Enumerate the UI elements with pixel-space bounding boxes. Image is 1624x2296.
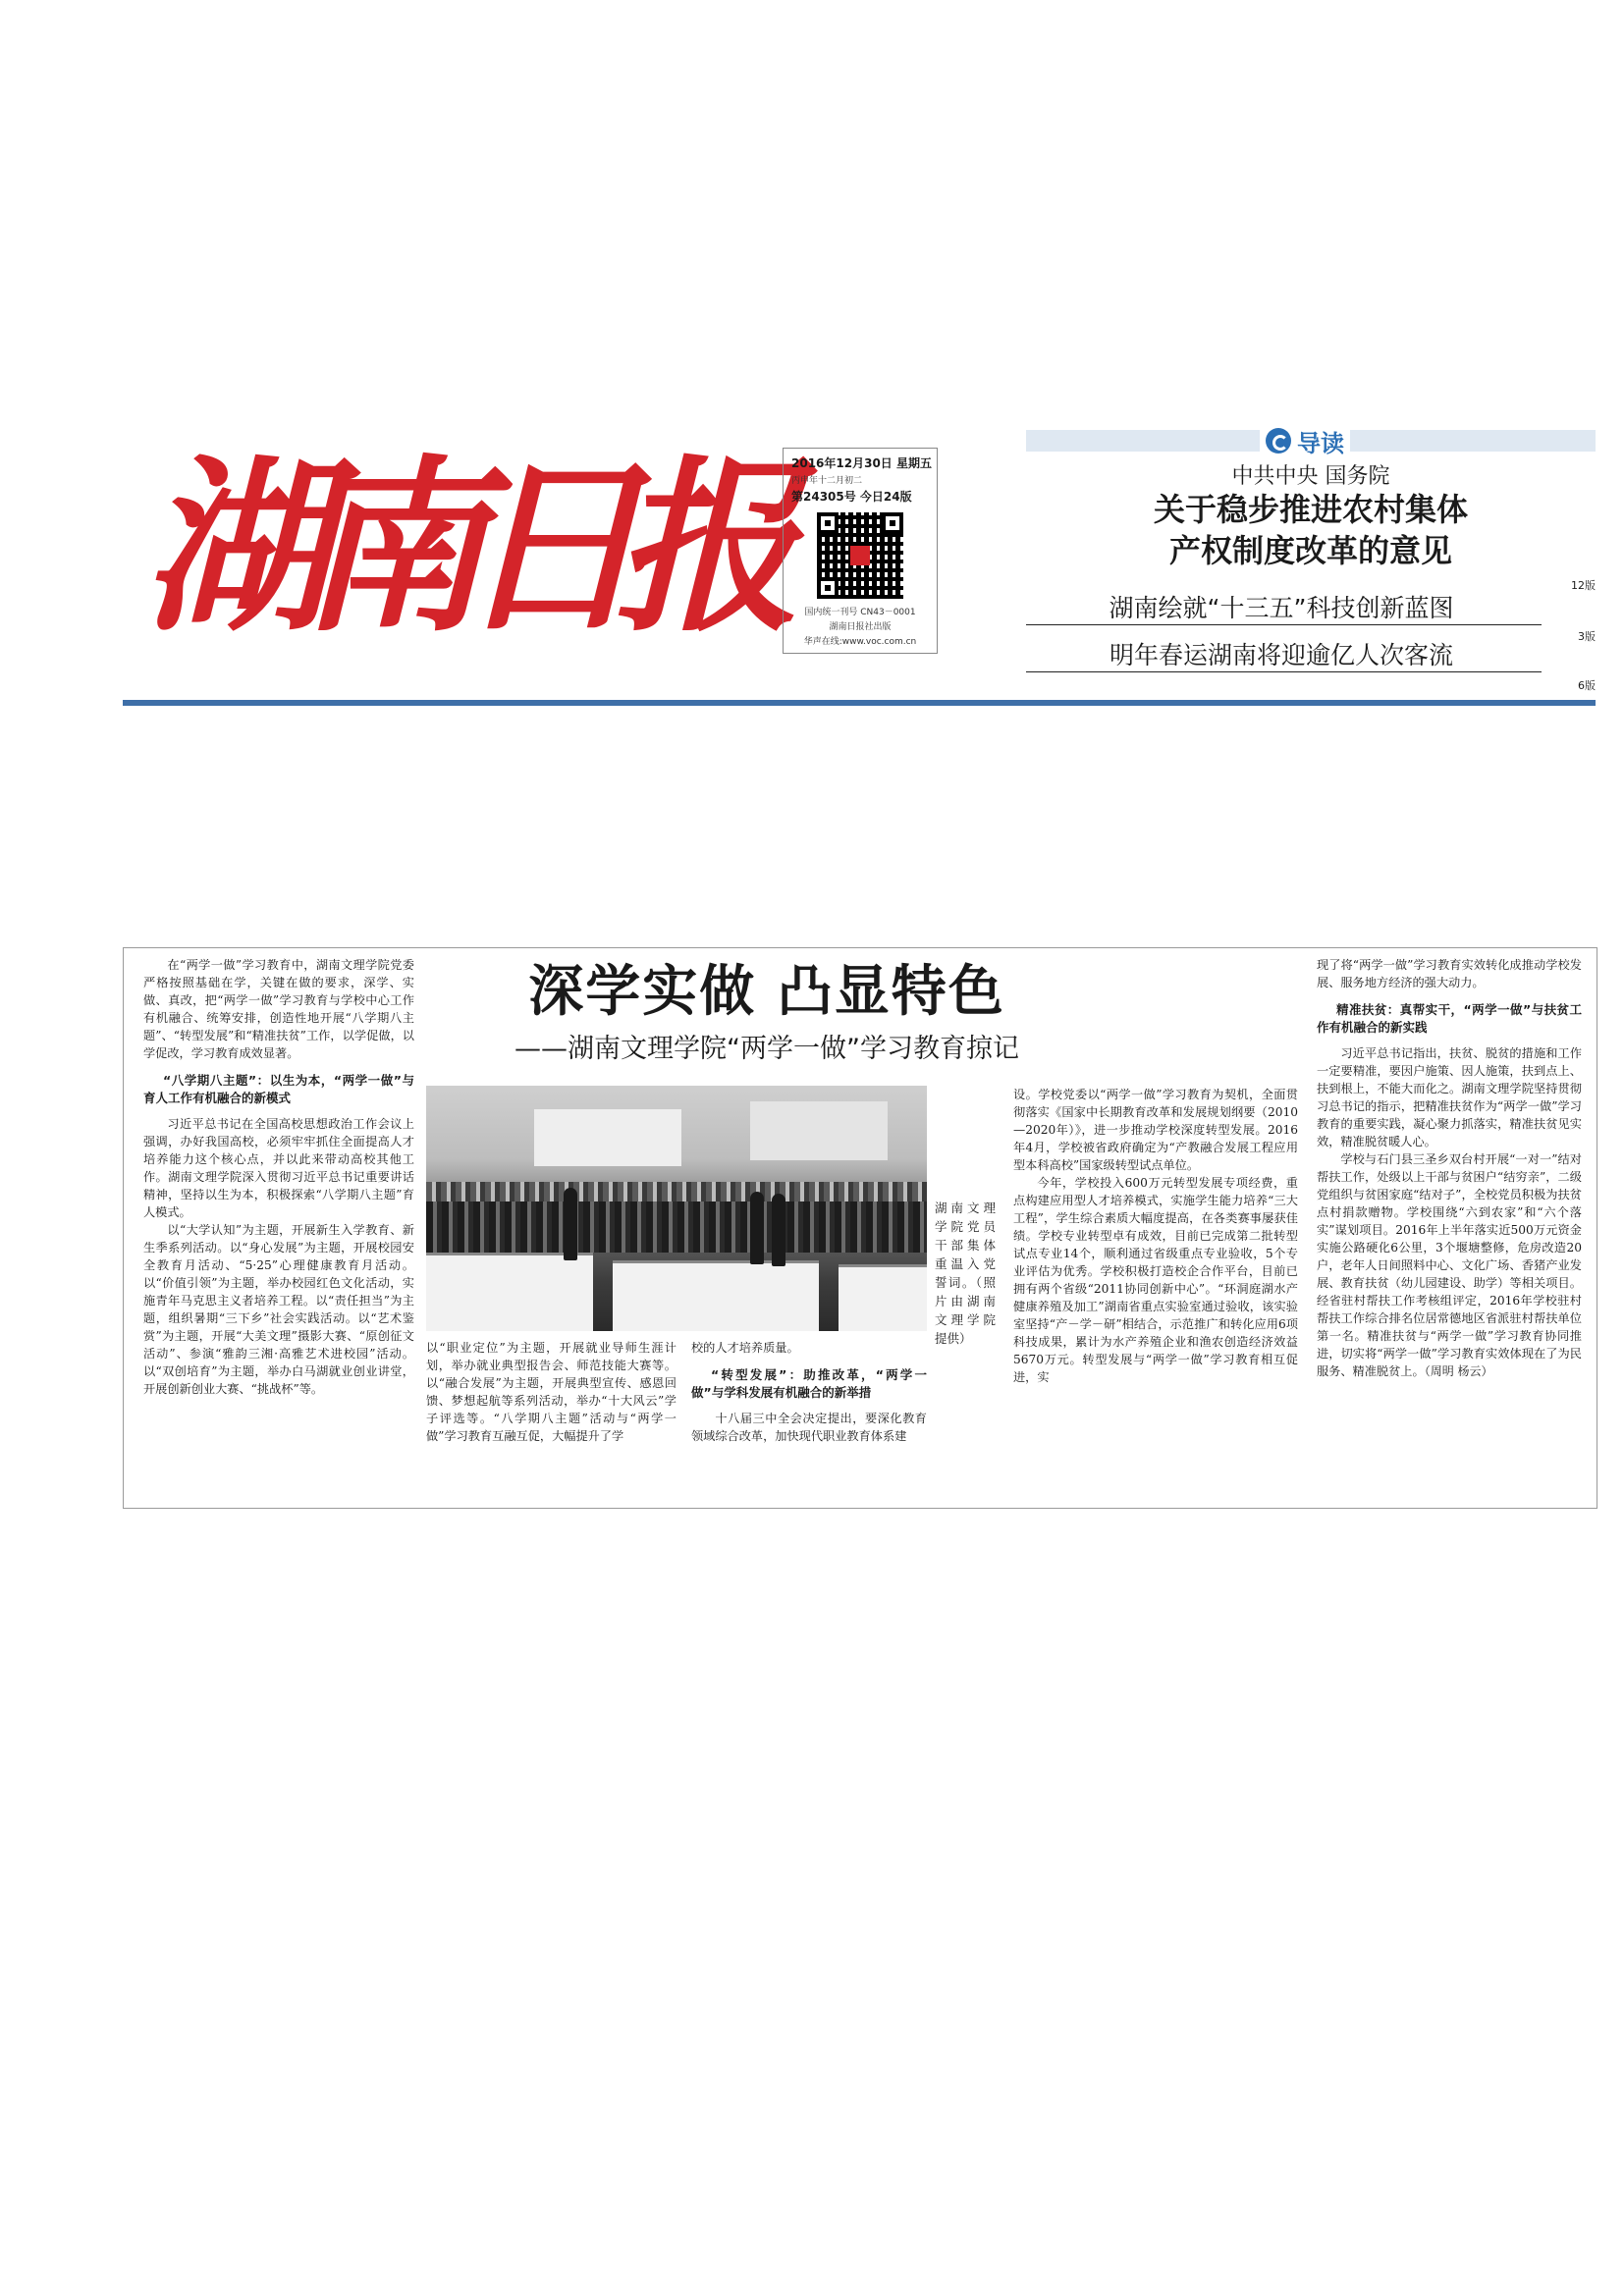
photo-desk: [426, 1253, 593, 1331]
guide-title: 导读: [1297, 429, 1344, 457]
section-heading-1: “八学期八主题”：以生为本，“两学一做”与育人工作有机融合的新模式: [143, 1073, 414, 1105]
paragraph: [1317, 1150, 1582, 1380]
subheadline: ——湖南文理学院“两学一做”学习教育掠记: [514, 1034, 1019, 1064]
masthead-char-4: 报: [614, 438, 801, 657]
guide-header: [1260, 426, 1350, 455]
article-intro: 在“两学一做”学习教育中，湖南文理学院党委严格按照基础在学，关键在做的要求，深学、实做、真改，把“两学一做”学习教育与学校中心工作有机融合、统筹安排，创造性地开展“八学期八主题”、“转型发展”和“精准扶贫”工作，以学促做，以学促改，学习教育成效显著。: [143, 958, 414, 1060]
paragraph: 现了将“两学一做”学习教育实效转化成推动学校发展、服务地方经济的强大动力。: [1317, 958, 1582, 989]
paragraph: 习近平总书记指出，扶贫、脱贫的措施和工作一定要精准，要因户施策、因人施策，扶到点上、扶到根上，不能大而化之。湖南文理学院坚持贯彻习总书记的指示，把精准扶贫作为“两学一做”学习教育的重要实践，凝心聚力抓落实，精准扶贫见实效，精准脱贫暖人心。: [1317, 1046, 1582, 1148]
article-column-4: [1013, 1086, 1298, 1498]
guide-item-2-page: 6版: [1578, 679, 1596, 692]
guide-panel: [1026, 430, 1596, 695]
cn-number: 国内统一刊号 CN43－0001: [804, 608, 916, 617]
guide-item-1[interactable]: 湖南绘就“十三五”科技创新蓝图: [1109, 594, 1454, 622]
guide-lead-line2: 产权制度改革的意见: [1168, 532, 1452, 569]
qr-code-icon[interactable]: [817, 512, 903, 599]
photo-figure: [772, 1194, 785, 1266]
paragraph: 设。学校党委以“两学一做”学习教育为契机，全面贯彻落实《国家中长期教育改革和发展规划纲要（2010—2020年）》，进一步推动学校深度转型发展。2016年4月，学校被省政府确定为“产教融合发展工程应用型本科高校”国家级转型试点单位。: [1013, 1088, 1298, 1172]
photo-caption: 湖南文理学院党员干部集体重温入党誓词。（照片由湖南文理学院提供）: [935, 1201, 996, 1346]
issue-number: 第24305号 今日24版: [791, 490, 912, 504]
website[interactable]: 华声在线:www.voc.com.cn: [803, 637, 917, 647]
section-heading-2: “转型发展”：助推改革，“两学一做”与学科发展有机融合的新举措: [691, 1367, 927, 1400]
headline: 深学实做 凸显特色: [528, 960, 1005, 1024]
guide-divider: [1026, 624, 1542, 625]
paragraph-text: 学校与石门县三圣乡双台村开展“一对一”结对帮扶工作，处级以上干部与贫困户“结穷亲”，二级党组织与贫困家庭“结对子”，全校党员积极为扶贫点村捐款赠物。学校围绕“六到农家”和“六个落实”谋划项目。2016年上半年落实近500万元资金实施公路硬化6公里，3个堰塘整修，危房改造20户，老年人日间照料中心、文化广场、香猪产业发展、教育扶贫（幼儿园建设、助学）等相关项目。经省驻村帮扶工作考核组评定，2016年学校驻村帮扶工作综合排名位居常德地区省派驻村帮扶单位第一名。精准扶贫与“两学一做”学习教育协同推进，切实将“两学一做”学习教育实效体现在了为民服务、精准脱贫上。: [1317, 1152, 1582, 1378]
article-column-3: [691, 1339, 927, 1496]
guide-issuer: 中共中央 国务院: [1231, 464, 1390, 489]
section-heading-3: 精准扶贫：真帮实干，“两学一做”与扶贫工作有机融合的新实践: [1317, 1002, 1582, 1035]
paragraph: 今年，学校投入600万元转型发展专项经费，重点构建应用型人才培养模式，实施学生能力培养“三大工程”，学生综合素质大幅度提高，在各类赛事屡获佳绩。学校专业转型卓有成效，目前已完成第二批转型试点专业14个，顺利通过省级重点专业验收，5个专业评估为优秀。学校积极打造校企合作平台，目前已拥有两个省级“2011协同创新中心”。“环洞庭湖水产健康养殖及加工”湖南省重点实验室通过验收，该实验室坚持“产－学－研”相结合，示范推广和转化应用6项科技成果，累计为水产养殖企业和渔农创造经济效益5670万元。转型发展与“两学一做”学习教育相互促进，实: [1013, 1176, 1298, 1384]
photo-screen: [534, 1109, 681, 1166]
guide-lead-line1: 关于稳步推进农村集体: [1153, 491, 1468, 528]
publisher: 湖南日报社出版: [829, 622, 892, 632]
article-column-1: [143, 956, 414, 1501]
paragraph: 十八届三中全会决定提出，要深化教育领域综合改革，加快现代职业教育体系建: [691, 1412, 927, 1443]
date-line: 2016年12月30日 星期五: [791, 456, 932, 470]
masthead-char-2: 南: [299, 438, 487, 657]
byline: （周明 杨云）: [1424, 1364, 1493, 1378]
article-column-5: [1317, 956, 1582, 1501]
paragraph: 以“大学认知”为主题，开展新生入学教育、新生季系列活动。以“身心发展”为主题，开展校园安全教育月活动、“5·25”心理健康教育月活动。以“价值引领”为主题，举办校园红色文化活动，实施青年马克思主义者培养工程。以“责任担当”为主题，组织暑期“三下乡”社会实践活动。以“艺术鉴赏”为主题，开展“大美文理”摄影大赛、“原创征文活动”、参演“雅韵三湘·高雅艺术进校园”活动。以“双创培育”为主题，举办白马湖就业创业讲堂，开展创新创业大赛、“挑战杯”等。: [143, 1223, 414, 1396]
photo-figure: [564, 1188, 577, 1260]
qr-logo-icon: [850, 546, 870, 565]
paragraph: 习近平总书记在全国高校思想政治工作会议上强调，办好我国高校，必须牢牢抓住全面提高人才培养能力这个核心点，并以此来带动高校其他工作。湖南文理学院深入贯彻习近平总书记重要讲话精神，坚持以生为本，积极探索“八学期八主题”育人模式。: [143, 1117, 414, 1219]
article-column-2: [426, 1339, 677, 1496]
masthead-char-1: 湖: [142, 438, 330, 657]
masthead-rule: [123, 700, 1596, 706]
masthead-char-3: 日: [457, 438, 644, 657]
photo-figure: [750, 1192, 764, 1264]
guide-icon: [1266, 428, 1291, 454]
paragraph: 以“职业定位”为主题，开展就业导师生涯计划，举办就业典型报告会、师范技能大赛等。以“融合发展”为主题，开展典型宣传、感恩回馈、梦想起航等系列活动，举办“十大风云”学子评选等。“八学期八主题”活动与“两学一做”学习教育互融互促，大幅提升了学: [426, 1341, 677, 1443]
photo-desk: [839, 1264, 927, 1331]
masthead: [123, 430, 1596, 705]
guide-item-1-page: 3版: [1578, 630, 1596, 643]
issue-info-box: [783, 448, 938, 654]
photo-crowd: [426, 1201, 927, 1253]
guide-lead-page: 12版: [1571, 579, 1596, 592]
guide-divider: [1026, 671, 1542, 672]
guide-item-2[interactable]: 明年春运湖南将迎逾亿人次客流: [1109, 641, 1453, 669]
photo-desk: [613, 1260, 819, 1331]
guide-lead-link[interactable]: [1026, 489, 1596, 571]
paragraph: 校的人才培养质量。: [691, 1341, 799, 1355]
lunar-date: 丙申年十二月初二: [791, 476, 863, 486]
article-photo[interactable]: [426, 1086, 927, 1331]
photo-screen: [750, 1101, 888, 1160]
article-box: [123, 947, 1597, 1509]
